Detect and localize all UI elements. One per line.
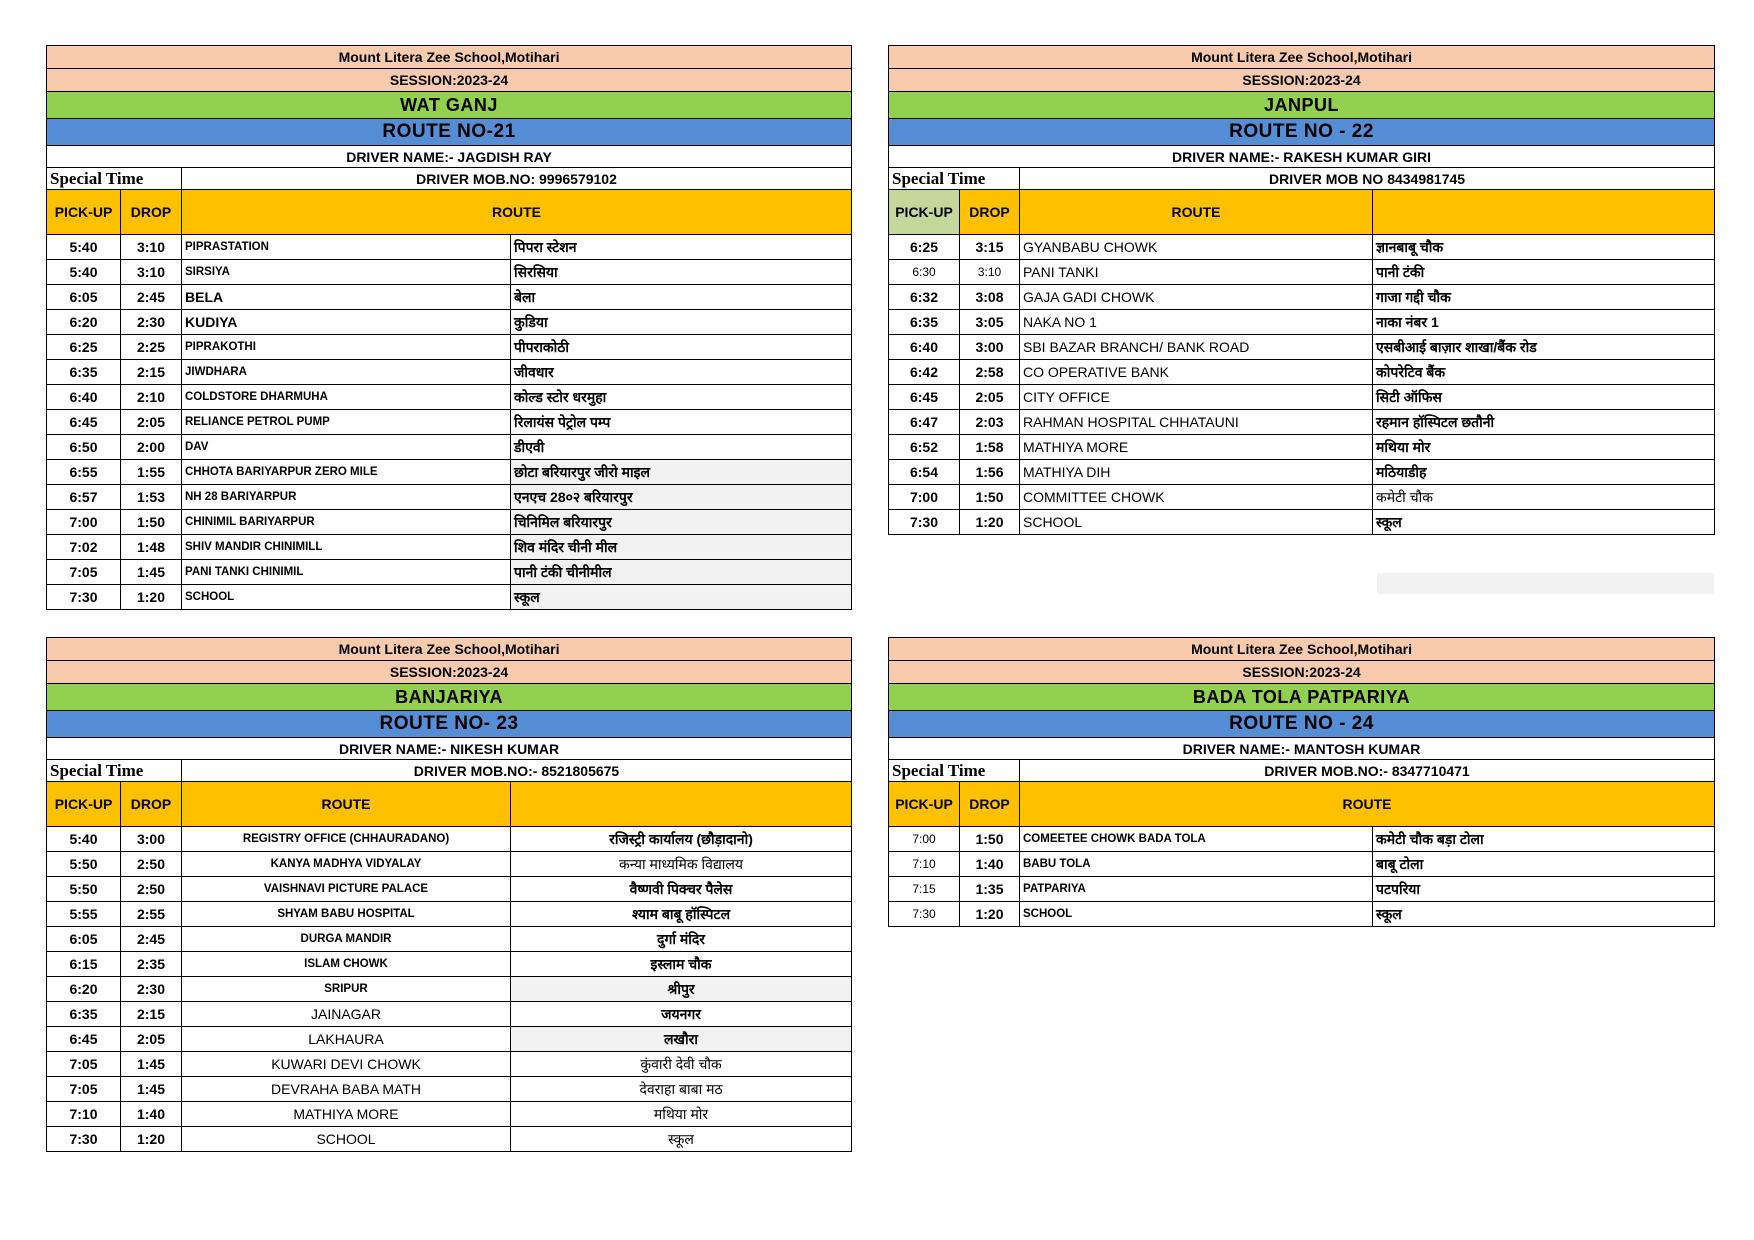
stop-name: ISLAM CHOWK [182,952,511,977]
stop-name-hindi: बाबू टोला [1373,852,1715,877]
table-row [47,952,852,977]
driver-mobile: DRIVER MOB.NO: 9996579102 [182,168,852,190]
pickup-time: 6:50 [47,435,121,460]
stop-name-hindi: रजिस्ट्री कार्यालय (छौड़ादानो) [511,827,852,852]
pickup-time: 7:30 [889,510,960,535]
drop-time: 1:56 [960,460,1020,485]
pickup-time: 6:32 [889,285,960,310]
route-number: ROUTE NO - 22 [889,119,1715,146]
pickup-time: 7:05 [47,560,121,585]
pickup-header: PICK-UP [47,782,121,827]
stop-name: SIRSIYA [182,260,511,285]
pickup-time: 7:15 [889,877,960,902]
special-time-label: Special Time [47,168,182,190]
table-row [889,485,1715,510]
stop-name: GYANBABU CHOWK [1020,235,1373,260]
stop-name: REGISTRY OFFICE (CHHAURADANO) [182,827,511,852]
stop-name-hindi: कोल्ड स्टोर धरमुहा [511,385,852,410]
drop-time: 2:45 [121,927,182,952]
pickup-time: 6:05 [47,927,121,952]
pickup-time: 7:00 [889,827,960,852]
stop-name-hindi: देवराहा बाबा मठ [511,1077,852,1102]
route-number: ROUTE NO- 23 [47,711,852,738]
pickup-time: 7:05 [47,1077,121,1102]
stop-name-hindi: डीएवी [511,435,852,460]
pickup-time: 6:54 [889,460,960,485]
stop-name-hindi: लखौरा [511,1027,852,1052]
table-row [889,902,1715,927]
stop-name-hindi: जयनगर [511,1002,852,1027]
table-row [47,927,852,952]
pickup-time: 5:50 [47,877,121,902]
stop-name: NAKA NO 1 [1020,310,1373,335]
stop-name: PATPARIYA [1020,877,1373,902]
school-name: Mount Litera Zee School,Motihari [47,46,852,69]
school-name: Mount Litera Zee School,Motihari [47,638,852,661]
drop-time: 1:55 [121,460,182,485]
stop-name-hindi: गाजा गद्दी चौक [1373,285,1715,310]
special-time-label: Special Time [889,168,1020,190]
stop-name: JIWDHARA [182,360,511,385]
stop-name: CO OPERATIVE BANK [1020,360,1373,385]
table-row [889,410,1715,435]
pickup-time: 5:40 [47,260,121,285]
stop-name: CHHOTA BARIYARPUR ZERO MILE [182,460,511,485]
drop-time: 1:40 [960,852,1020,877]
stop-name: DAV [182,435,511,460]
drop-time: 2:50 [121,852,182,877]
pickup-time: 6:25 [889,235,960,260]
drop-time: 1:50 [960,485,1020,510]
pickup-time: 7:30 [47,1127,121,1152]
drop-time: 3:00 [121,827,182,852]
stop-name-hindi: श्याम बाबू हॉस्पिटल [511,902,852,927]
drop-time: 2:05 [960,385,1020,410]
pickup-time: 6:40 [47,385,121,410]
table-row [47,510,852,535]
drop-header: DROP [960,190,1020,235]
table-row [47,1002,852,1027]
stop-name: KUWARI DEVI CHOWK [182,1052,511,1077]
stop-name-hindi: कन्या माध्यमिक विद्यालय [511,852,852,877]
table-row [889,510,1715,535]
drop-time: 1:45 [121,1077,182,1102]
route-table-24 [888,637,1714,927]
stop-name-hindi: कमेटी चौक बड़ा टोला [1373,827,1715,852]
route-header: ROUTE [1020,190,1373,235]
stop-name-hindi: मठियाडीह [1373,460,1715,485]
route-number: ROUTE NO-21 [47,119,852,146]
stop-name: DURGA MANDIR [182,927,511,952]
pickup-time: 6:20 [47,310,121,335]
drop-time: 1:45 [121,560,182,585]
drop-time: 2:15 [121,1002,182,1027]
area-name: WAT GANJ [47,92,852,119]
stop-name-hindi: इस्लाम चौक [511,952,852,977]
stop-name: MATHIYA MORE [1020,435,1373,460]
blank-shaded-cell [1377,573,1714,594]
pickup-time: 6:52 [889,435,960,460]
pickup-time: 6:42 [889,360,960,385]
drop-time: 2:30 [121,310,182,335]
table-row [47,410,852,435]
drop-time: 1:20 [960,902,1020,927]
driver-mobile: DRIVER MOB NO 8434981745 [1020,168,1715,190]
table-row [47,260,852,285]
table-row [889,310,1715,335]
session-label: SESSION:2023-24 [47,661,852,684]
stop-name-hindi: चिनिमिल बरियारपुर [511,510,852,535]
drop-time: 2:30 [121,977,182,1002]
table-row [47,385,852,410]
stop-name: GAJA GADI CHOWK [1020,285,1373,310]
table-row [47,585,852,610]
session-label: SESSION:2023-24 [889,661,1715,684]
pickup-time: 5:50 [47,852,121,877]
table-row [47,977,852,1002]
pickup-time: 6:05 [47,285,121,310]
stop-name-hindi: पटपरिया [1373,877,1715,902]
stop-name: KANYA MADHYA VIDYALAY [182,852,511,877]
pickup-time: 6:25 [47,335,121,360]
pickup-time: 7:30 [889,902,960,927]
stop-name: CITY OFFICE [1020,385,1373,410]
table-row [47,1052,852,1077]
driver-name: DRIVER NAME:- RAKESH KUMAR GIRI [889,146,1715,168]
drop-time: 3:05 [960,310,1020,335]
table-row [47,902,852,927]
drop-time: 2:05 [121,410,182,435]
stop-name-hindi: सिरसिया [511,260,852,285]
table-row [47,827,852,852]
route-header: ROUTE [1020,782,1715,827]
pickup-time: 5:40 [47,235,121,260]
route-table [888,45,1715,535]
stop-name: RELIANCE PETROL PUMP [182,410,511,435]
stop-name-hindi: एसबीआई बाज़ार शाखा/बैंक रोड [1373,335,1715,360]
area-name: BANJARIYA [47,684,852,711]
pickup-time: 5:40 [47,827,121,852]
pickup-time: 7:00 [47,510,121,535]
route-header-blank [511,782,852,827]
drop-time: 1:50 [960,827,1020,852]
drop-time: 1:35 [960,877,1020,902]
driver-name: DRIVER NAME:- MANTOSH KUMAR [889,738,1715,760]
stop-name-hindi: मथिया मोर [511,1102,852,1127]
route-table [46,637,852,1152]
drop-header: DROP [960,782,1020,827]
stop-name-hindi: मथिया मोर [1373,435,1715,460]
stop-name: DEVRAHA BABA MATH [182,1077,511,1102]
route-table-21 [46,45,851,610]
table-row [889,235,1715,260]
stop-name: LAKHAURA [182,1027,511,1052]
stop-name: SHIV MANDIR CHINIMILL [182,535,511,560]
special-time-label: Special Time [47,760,182,782]
stop-name-hindi: वैष्णवी पिक्चर पैलेस [511,877,852,902]
session-label: SESSION:2023-24 [889,69,1715,92]
drop-time: 3:10 [960,260,1020,285]
school-name: Mount Litera Zee School,Motihari [889,46,1715,69]
stop-name: COMEETEE CHOWK BADA TOLA [1020,827,1373,852]
table-row [47,485,852,510]
stop-name-hindi: बेला [511,285,852,310]
drop-time: 3:00 [960,335,1020,360]
stop-name-hindi: रहमान हॉस्पिटल छतौनी [1373,410,1715,435]
route-header: ROUTE [182,190,852,235]
stop-name-hindi: पिपरा स्टेशन [511,235,852,260]
drop-time: 3:08 [960,285,1020,310]
stop-name: PANI TANKI CHINIMIL [182,560,511,585]
drop-time: 3:15 [960,235,1020,260]
drop-time: 1:58 [960,435,1020,460]
pickup-header: PICK-UP [47,190,121,235]
pickup-time: 6:40 [889,335,960,360]
pickup-header: PICK-UP [889,190,960,235]
stop-name-hindi: स्कूल [511,585,852,610]
stop-name: SCHOOL [182,585,511,610]
area-name: BADA TOLA PATPARIYA [889,684,1715,711]
drop-time: 2:00 [121,435,182,460]
route-header-blank [1373,190,1715,235]
stop-name: SBI BAZAR BRANCH/ BANK ROAD [1020,335,1373,360]
stop-name-hindi: जीवधार [511,360,852,385]
table-row [889,385,1715,410]
drop-time: 2:03 [960,410,1020,435]
special-time-label: Special Time [889,760,1020,782]
table-row [47,435,852,460]
drop-time: 2:58 [960,360,1020,385]
table-row [889,827,1715,852]
driver-mobile: DRIVER MOB.NO:- 8521805675 [182,760,852,782]
stop-name: SCHOOL [182,1127,511,1152]
stop-name-hindi: नाका नंबर 1 [1373,310,1715,335]
drop-time: 1:40 [121,1102,182,1127]
table-row [47,335,852,360]
stop-name-hindi: कुडिया [511,310,852,335]
stop-name: CHINIMIL BARIYARPUR [182,510,511,535]
table-row [889,877,1715,902]
stop-name: KUDIYA [182,310,511,335]
stop-name: MATHIYA DIH [1020,460,1373,485]
pickup-time: 6:47 [889,410,960,435]
pickup-time: 7:00 [889,485,960,510]
school-name: Mount Litera Zee School,Motihari [889,638,1715,661]
pickup-time: 6:57 [47,485,121,510]
pickup-time: 7:10 [889,852,960,877]
table-row [47,535,852,560]
table-row [47,852,852,877]
pickup-time: 7:02 [47,535,121,560]
table-row [889,335,1715,360]
stop-name-hindi: छोटा बरियारपुर जीरो माइल [511,460,852,485]
drop-time: 2:25 [121,335,182,360]
table-row [889,460,1715,485]
table-row [47,560,852,585]
drop-time: 2:10 [121,385,182,410]
driver-mobile: DRIVER MOB.NO:- 8347710471 [1020,760,1715,782]
stop-name-hindi: पानी टंकी [1373,260,1715,285]
drop-time: 2:55 [121,902,182,927]
stop-name: PIPRAKOTHI [182,335,511,360]
table-row [47,1077,852,1102]
stop-name: PIPRASTATION [182,235,511,260]
table-row [889,260,1715,285]
stop-name-hindi: दुर्गा मंदिर [511,927,852,952]
pickup-time: 6:20 [47,977,121,1002]
stop-name-hindi: पीपराकोठी [511,335,852,360]
stop-name: MATHIYA MORE [182,1102,511,1127]
pickup-time: 6:15 [47,952,121,977]
drop-time: 1:45 [121,1052,182,1077]
stop-name-hindi: पानी टंकी चीनीमील [511,560,852,585]
stop-name: COLDSTORE DHARMUHA [182,385,511,410]
table-row [47,285,852,310]
drop-time: 1:20 [121,585,182,610]
drop-time: 1:53 [121,485,182,510]
route-table-22 [888,45,1714,535]
stop-name-hindi: सिटी ऑफिस [1373,385,1715,410]
drop-header: DROP [121,190,182,235]
pickup-time: 6:55 [47,460,121,485]
drop-time: 2:15 [121,360,182,385]
stop-name-hindi: स्कूल [1373,902,1715,927]
pickup-time: 6:45 [47,410,121,435]
stop-name-hindi: ज्ञानबाबू चौक [1373,235,1715,260]
table-row [47,877,852,902]
stop-name-hindi: शिव मंदिर चीनी मील [511,535,852,560]
drop-time: 1:20 [960,510,1020,535]
table-row [47,360,852,385]
table-row [889,360,1715,385]
pickup-time: 6:45 [889,385,960,410]
table-row [47,310,852,335]
table-row [47,235,852,260]
drop-header: DROP [121,782,182,827]
stop-name: SCHOOL [1020,902,1373,927]
pickup-time: 6:35 [47,360,121,385]
stop-name: BELA [182,285,511,310]
route-number: ROUTE NO - 24 [889,711,1715,738]
table-row [47,460,852,485]
pickup-time: 6:35 [889,310,960,335]
stop-name: JAINAGAR [182,1002,511,1027]
stop-name: VAISHNAVI PICTURE PALACE [182,877,511,902]
table-row [47,1127,852,1152]
drop-time: 3:10 [121,235,182,260]
drop-time: 2:50 [121,877,182,902]
stop-name: RAHMAN HOSPITAL CHHATAUNI [1020,410,1373,435]
route-table [888,637,1715,927]
table-row [47,1102,852,1127]
session-label: SESSION:2023-24 [47,69,852,92]
drop-time: 1:20 [121,1127,182,1152]
table-row [47,1027,852,1052]
drop-time: 2:05 [121,1027,182,1052]
drop-time: 2:35 [121,952,182,977]
table-row [889,435,1715,460]
stop-name-hindi: रिलायंस पेट्रोल पम्प [511,410,852,435]
table-row [889,285,1715,310]
driver-name: DRIVER NAME:- NIKESH KUMAR [47,738,852,760]
table-row [889,852,1715,877]
drop-time: 1:50 [121,510,182,535]
stop-name-hindi: कोपरेटिव बैंक [1373,360,1715,385]
drop-time: 3:10 [121,260,182,285]
stop-name: COMMITTEE CHOWK [1020,485,1373,510]
route-table [46,45,852,610]
area-name: JANPUL [889,92,1715,119]
pickup-time: 6:35 [47,1002,121,1027]
route-header: ROUTE [182,782,511,827]
pickup-time: 7:10 [47,1102,121,1127]
stop-name: PANI TANKI [1020,260,1373,285]
stop-name-hindi: एनएच 28०२ बरियारपुर [511,485,852,510]
stop-name-hindi: श्रीपुर [511,977,852,1002]
stop-name: NH 28 BARIYARPUR [182,485,511,510]
pickup-time: 7:05 [47,1052,121,1077]
drop-time: 2:45 [121,285,182,310]
stop-name-hindi: कमेटी चौक [1373,485,1715,510]
stop-name: SHYAM BABU HOSPITAL [182,902,511,927]
stop-name-hindi: स्कूल [1373,510,1715,535]
stop-name: SCHOOL [1020,510,1373,535]
stop-name: BABU TOLA [1020,852,1373,877]
driver-name: DRIVER NAME:- JAGDISH RAY [47,146,852,168]
pickup-time: 5:55 [47,902,121,927]
stop-name-hindi: स्कूल [511,1127,852,1152]
pickup-time: 7:30 [47,585,121,610]
route-table-23 [46,637,851,1152]
stop-name: SRIPUR [182,977,511,1002]
drop-time: 1:48 [121,535,182,560]
stop-name-hindi: कुंवारी देवी चौक [511,1052,852,1077]
pickup-time: 6:45 [47,1027,121,1052]
pickup-time: 6:30 [889,260,960,285]
pickup-header: PICK-UP [889,782,960,827]
